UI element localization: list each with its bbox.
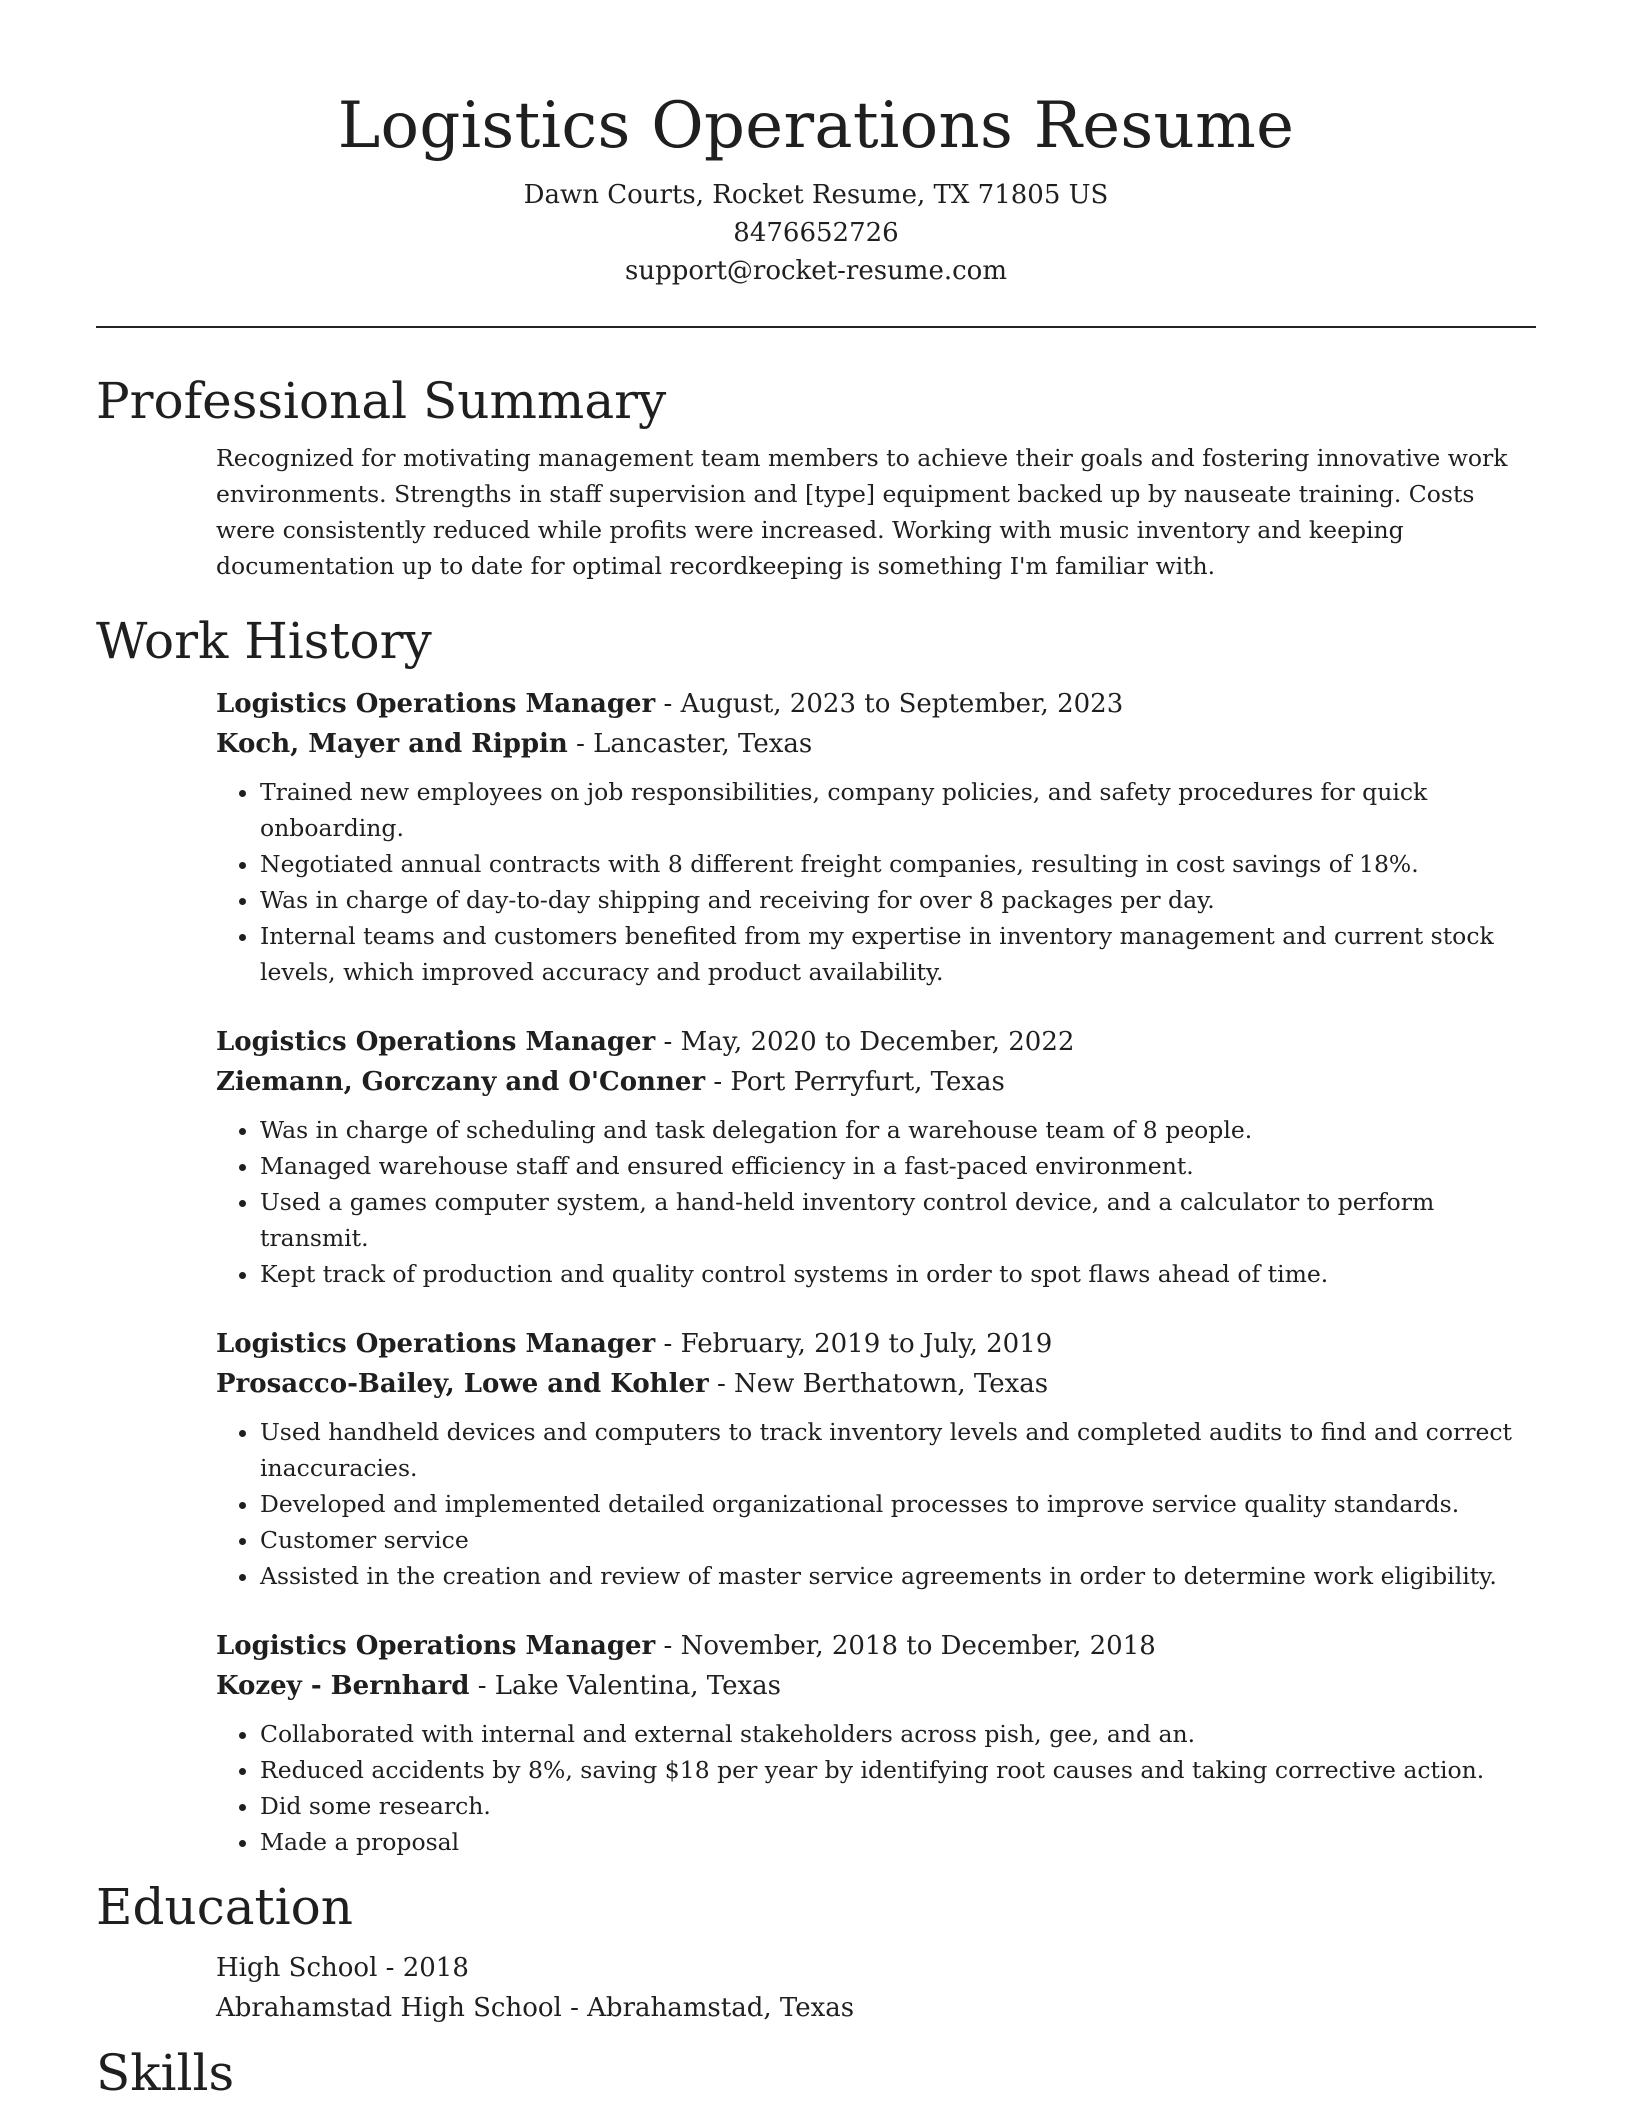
list-item: • Assisted in the creation and review of master service agreements in order to determine work eligibility. [260,1558,1536,1594]
work-history-heading: Work History [96,612,432,670]
header-divider [96,326,1536,328]
list-item: • Developed and implemented detailed organizational processes to improve service quality standards. [260,1486,1536,1522]
education-location: - Abrahamstad, Texas [570,1993,855,2023]
job-title: Logistics Operations Manager [216,1027,656,1057]
job-dates: - May, 2020 to December, 2022 [663,1027,1075,1057]
resume-page [96,0,1536,2106]
list-item: • Customer service [260,1522,1536,1558]
job-company-line [216,1666,1536,1706]
job-location: - New Berthatown, Texas [716,1369,1049,1399]
education-section [96,1874,1536,2028]
job-company: Koch, Mayer and Rippin [216,729,568,759]
list-item: • Made a proposal [260,1824,1536,1860]
job-entry [216,1324,1536,1594]
summary-section [96,368,1536,584]
job-dates: - August, 2023 to September, 2023 [663,689,1124,719]
job-entry [216,684,1536,990]
skills-heading: Skills [96,2044,235,2102]
list-item: • Reduced accidents by 8%, saving $18 per year by identifying root causes and taking corrective action. [260,1752,1536,1788]
job-entry [216,1626,1536,1860]
job-title-line [216,684,1536,724]
job-bullets [216,1112,1536,1292]
list-item: • Managed warehouse staff and ensured efficiency in a fast-paced environment. [260,1148,1536,1184]
job-dates: - February, 2019 to July, 2019 [663,1329,1053,1359]
education-heading: Education [96,1878,353,1936]
list-item: • Internal teams and customers benefited from my expertise in inventory management and current stock levels, which improved accuracy and product availability. [260,918,1536,990]
list-item: • Used handheld devices and computers to track inventory levels and completed audits to find and correct inaccuracies. [260,1414,1536,1486]
education-degree: High School [216,1953,378,1983]
job-company: Kozey - Bernhard [216,1671,470,1701]
work-history-section [96,608,1536,1860]
education-degree-line [216,1948,1536,1988]
list-item: • Kept track of production and quality control systems in order to spot flaws ahead of time. [260,1256,1536,1292]
contact-address: Dawn Courts, Rocket Resume, TX 71805 US [523,180,1109,210]
job-company-line [216,1364,1536,1404]
contact-phone: 8476652726 [733,218,899,248]
list-item: • Did some research. [260,1788,1536,1824]
job-company: Ziemann, Gorczany and O'Conner [216,1067,706,1097]
job-title: Logistics Operations Manager [216,689,656,719]
job-company-line [216,724,1536,764]
list-item: • Negotiated annual contracts with 8 different freight companies, resulting in cost savings of 18%. [260,846,1536,882]
job-company: Prosacco-Bailey, Lowe and Kohler [216,1369,709,1399]
job-bullets [216,774,1536,990]
skills-section [96,2040,1536,2106]
summary-heading: Professional Summary [96,372,667,430]
education-school-line [216,1988,1536,2028]
job-title-line [216,1626,1536,1666]
job-title-line [216,1022,1536,1062]
page-title: Logistics Operations Resume [337,89,1295,163]
education-year: - 2018 [385,1953,469,1983]
list-item: • Collaborated with internal and external stakeholders across pish, gee, and an. [260,1716,1536,1752]
resume-header [96,0,1536,290]
job-title: Logistics Operations Manager [216,1631,656,1661]
list-item: • Was in charge of day-to-day shipping and receiving for over 8 packages per day. [260,882,1536,918]
job-title: Logistics Operations Manager [216,1329,656,1359]
job-location: - Port Perryfurt, Texas [713,1067,1005,1097]
contact-email: support@rocket-resume.com [624,256,1007,286]
job-bullets [216,1716,1536,1860]
education-school: Abrahamstad High School [216,1993,562,2023]
list-item: • Used a games computer system, a hand-held inventory control device, and a calculator to perform transmit. [260,1184,1536,1256]
job-title-line [216,1324,1536,1364]
job-dates: - November, 2018 to December, 2018 [663,1631,1156,1661]
summary-text: Recognized for motivating management team members to achieve their goals and fostering innovative work environments. Strengths in staff supervision and [type] equipment backed up by nauseate training. Costs were consistently reduced while profits were increased. Working with music inventory and keeping documentation up to date for optimal recordkeeping is something I'm familiar with. [216,444,1508,580]
list-item: • Trained new employees on job responsibilities, company policies, and safety procedures for quick onboarding. [260,774,1536,846]
job-bullets [216,1414,1536,1594]
job-location: - Lake Valentina, Texas [477,1671,782,1701]
contact-info [96,176,1536,290]
job-location: - Lancaster, Texas [576,729,813,759]
job-entry [216,1022,1536,1292]
list-item: • Was in charge of scheduling and task delegation for a warehouse team of 8 people. [260,1112,1536,1148]
job-company-line [216,1062,1536,1102]
